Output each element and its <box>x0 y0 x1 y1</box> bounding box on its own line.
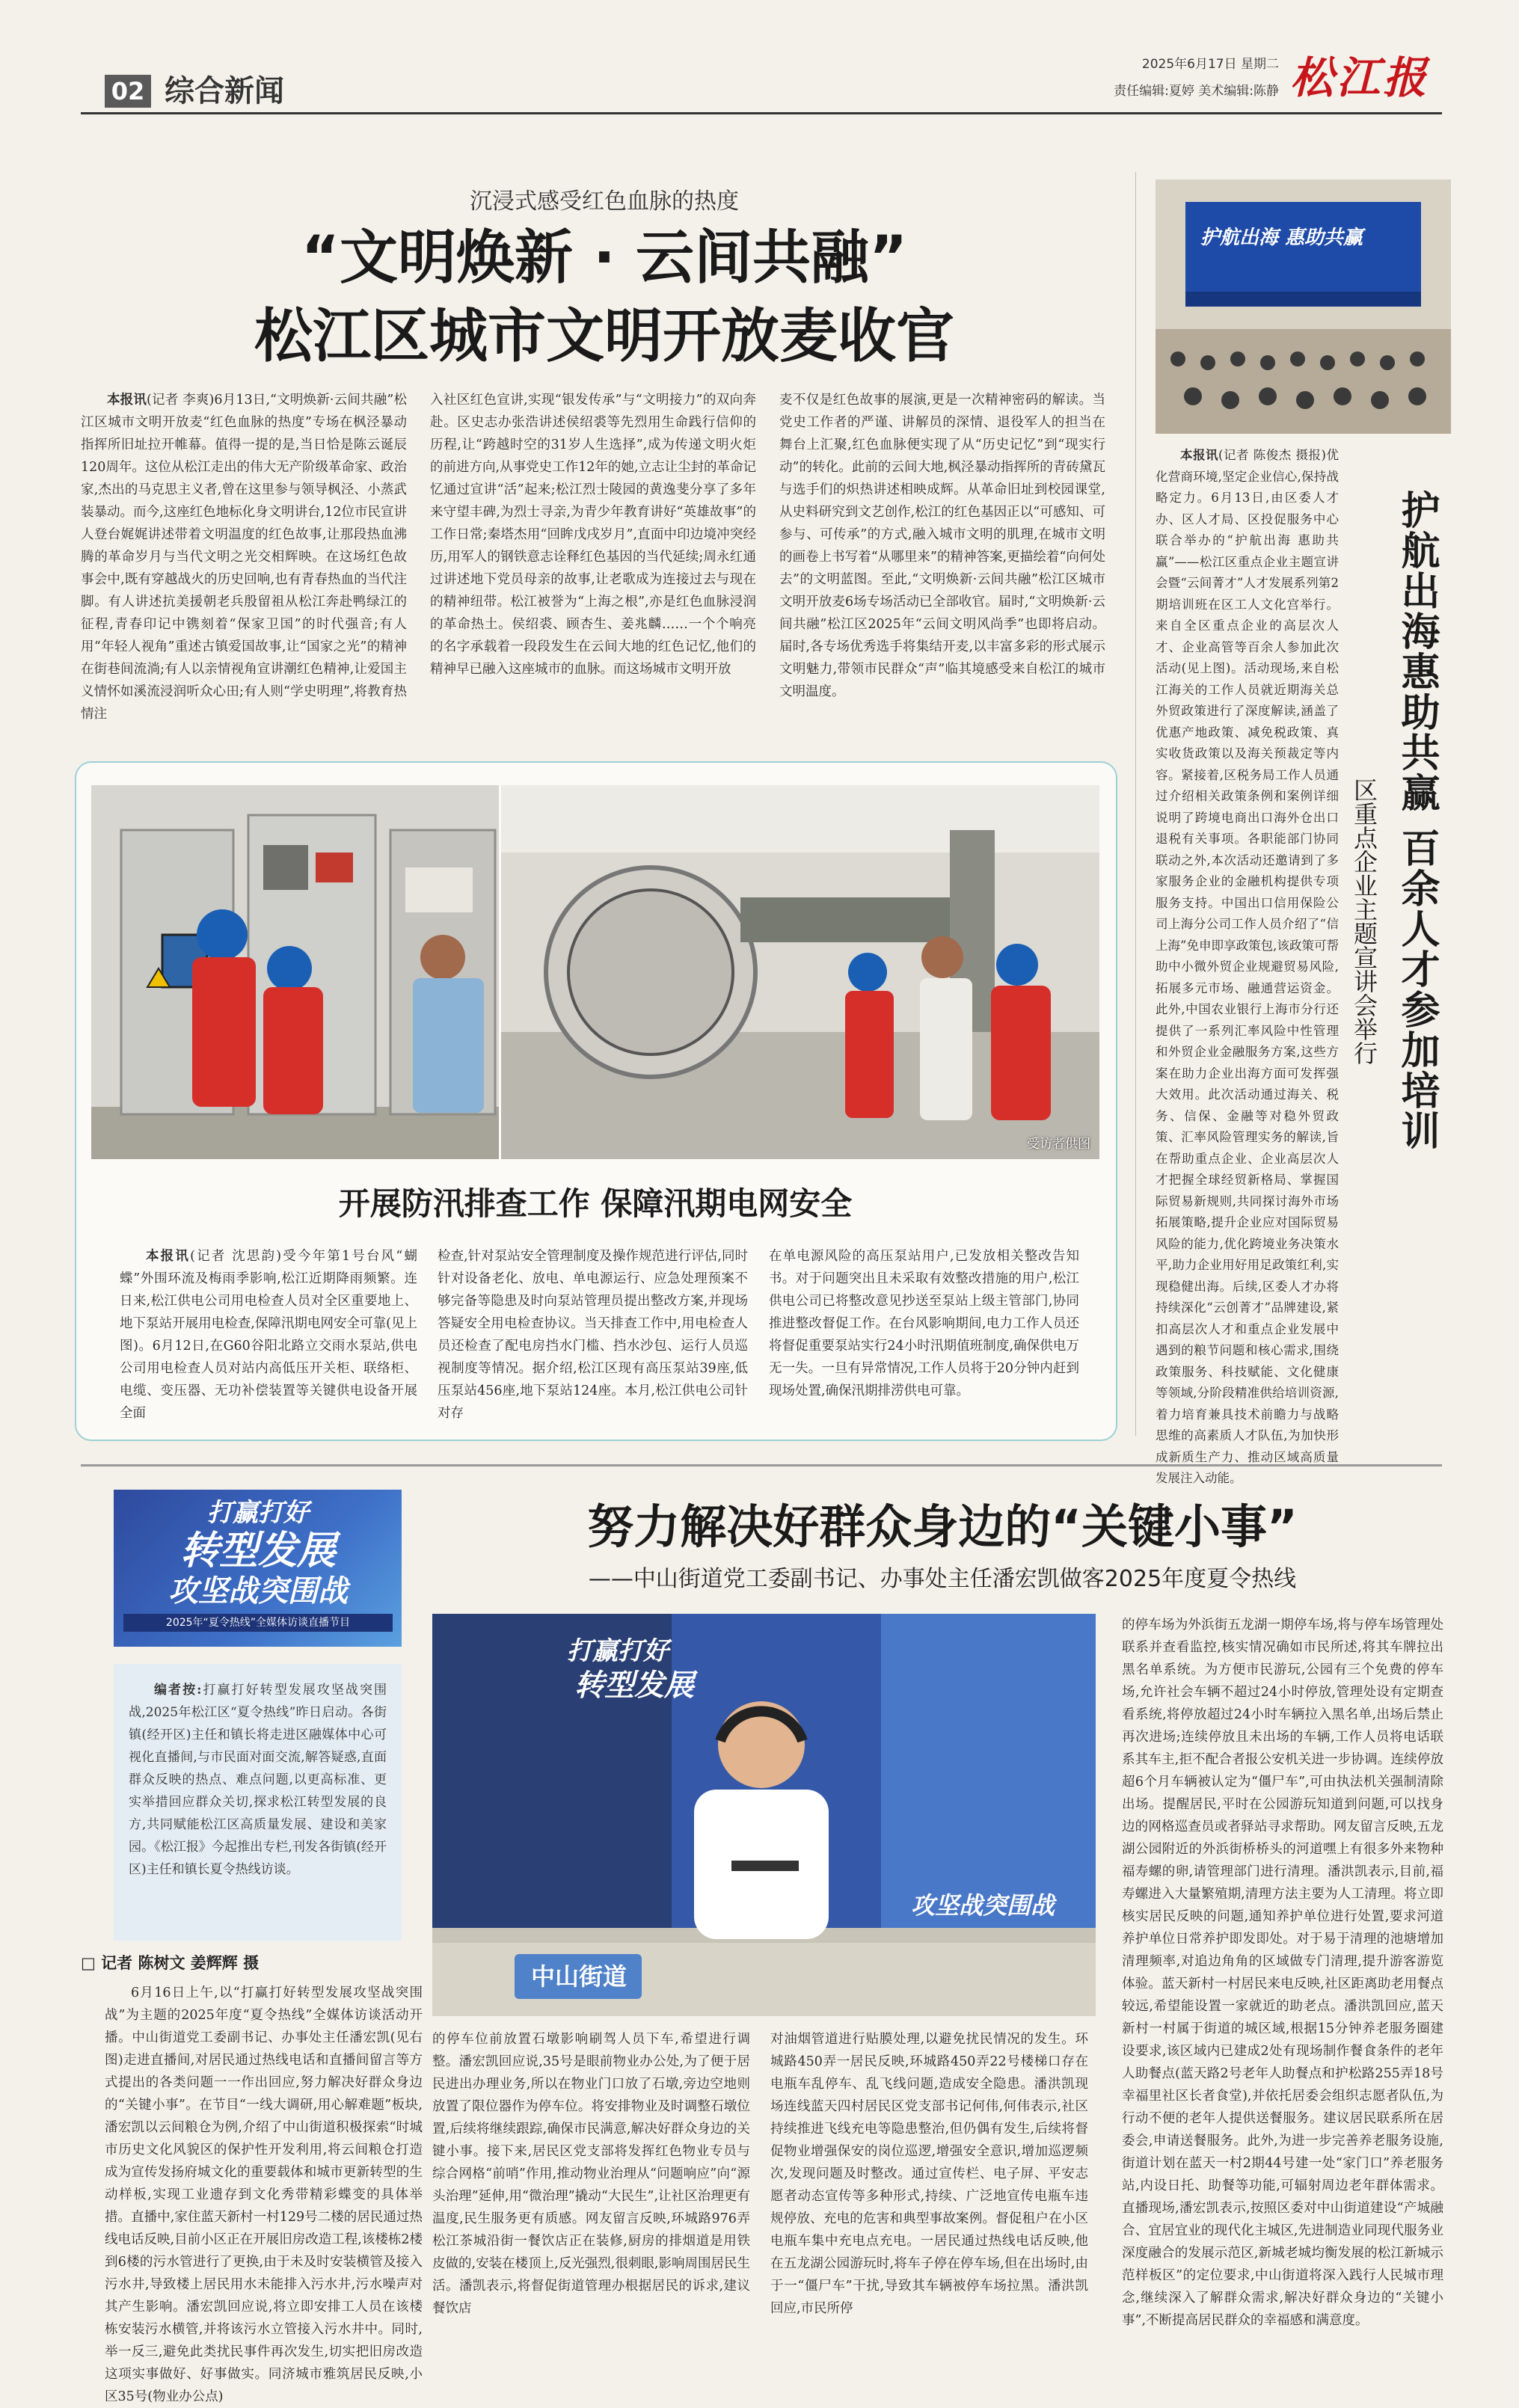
hotline-badge-line3: 攻坚战突围战 <box>168 1574 348 1609</box>
story1-kicker: 沉浸式感受红色血脉的热度 <box>470 188 739 215</box>
editor-note <box>129 1679 387 1881</box>
story2-photo-right <box>501 785 1099 1159</box>
story2-text-3: 在单电源风险的高压泵站用户,已发放相关整改告知书。对于问题突出且未采取有效整改措施的用户,松江供电公司已将整改意见抄送至泵站上级主管部门,协同推进整改督促工作。在台风影响期间,电力工作人员还将督促重要泵站实行24小时汛期值班制度,确保供电万无一失。一旦有异常情况,工作人员将于20分钟内赶到现场处置,确保汛期排涝供电可靠。 <box>769 1249 1079 1398</box>
story4-text-2: 的停车位前放置石墩影响刷驾人员下车,希望进行调整。潘宏凯回应说,35号是眼前物业办公处,为了便于居民进出办理业务,所以在物业门口放了石墩,旁边空地则放置了限位器作为停车位。将安排物业及时调整石墩位置,后续将继续跟踪,确保市民满意,解决好群众身边的关键小事。接下来,居民区党支部将发挥红色物业专员与综合网格“前哨”作用,推动物业治理从“问题响应”向“源头治理”延伸,用“微治理”撬动“大民生”,让社区治理更有温度,民生服务更有质感。网友留言反映,环城路976弄松江茶城沿街一餐饮店正在装修,厨房的排烟道是用铁皮做的,安装在楼顶上,反光强烈,很刺眼,影响周围居民生活。潘凯表示,将督促街道管理办根据居民的诉求,建议餐饮店 <box>432 2032 750 2316</box>
story1-text-3: 麦不仅是红色故事的展演,更是一次精神密码的解读。当党史工作者的严谨、讲解员的深情、退役军人的担当在舞台上汇聚,红色血脉便实现了从“历史记忆”到“现实行动”的转化。此前的云间大地,枫泾暴动指挥所的青砖黛瓦与选手们的炽热讲述相映成辉。从革命旧址到校园课堂,从史料研究到文艺创作,松江的红色基因正以“可感知、可参与、可传承”的方式,融入城市文明的肌理,在城市文明的画卷上书写着“从哪里来”的精神答案,更描绘着“向何处去”的文明蓝图。至此,“文明焕新·云间共融”松江区城市文明开放麦6场专场活动已全部收官。届时,“文明焕新·云间共融”松江区2025年“云间文明风尚季”也即将启动。届时,各专场优秀选手将集结开麦,以丰富多彩的形式展示文明魅力,带领市民群众“声”临其境感受来自松江的城市文明温度。 <box>779 393 1105 699</box>
story4-photo <box>432 1614 1096 2016</box>
story4-text-4: 的停车场为外浜街五龙湖一期停车场,将与停车场管理处联系并查看监控,核实情况确如市民所述,将其车牌拉出黑名单系统。为方便市民游玩,公园有三个免费的停车场,允许社会车辆不超过24小时停放,管理处设有定期查看系统,将停放超过24小时车辆拉入黑名单,出场后禁止再次进场;连续停放且未出场的车辆,工作人员将电话联系其车主,拒不配合者报公安机关进一步协调。连续停放超6个月车辆被认定为“僵尸车”,可由执法机关强制清除出场。提醒居民,平时在公园游玩知道到问题,可以找身边的网格巡查员或者驿站寻求帮助。网友留言反映,五龙湖公园附近的外浜街桥桥头的河道嘿上有很多外来物种福寿螺的卵,请管理部门进行清理。潘洪凯表示,目前,福寿螺进入大量繁殖期,清理方法主要为人工清理。将立即核实居民反映的问题,通知养护单位进行处置,要求河道养护单位日常养护即发即处。对于易于清理的池塘增加清理频率,对追边角角的区域做专门清理,提升游客游览体验。蓝天新村一村居民来电反映,社区距离助老用餐点较远,希望能设置一家就近的助老点。潘洪凯回应,蓝天新村一村属于街道的城区域,根据15分钟养老服务圈建设要求,该区域内已建成2处有现场制作餐食条件的老年人助餐点(蓝天路2号老年人助餐点和护松路255弄18号幸福里社区长者食堂),并依托居委会组织志愿者队伍,为行动不便的老年人提供送餐服务。建议居民联系所在居委会,申请送餐服务。此外,为进一步完善养老服务设施,街道计划在蓝天一村2期44号建一处“家门口”养老服务站,内设日托、助餐等功能,可辐射周边老年群体需求。直播现场,潘宏凯表示,按照区委对中山街道建设“产城融合、宜居宜业的现代化主城区,先进制造业同现代服务业深度融合的发展示范区,新城老城均衡发展的松江新城示范样板区”的定位要求,中山街道将深入践行人民城市理念,继续深入了解群众需求,解决好群众身边的“关键小事”,不断提高居民群众的幸福感和满意度。 <box>1122 1618 1443 2328</box>
story3-title: 护航出海惠助共赢 百余人才参加培训 <box>1394 490 1440 1152</box>
editors-line: 责任编辑:夏婷 美术编辑:陈静 <box>1114 84 1279 99</box>
story1-text-1: 6月13日,“文明焕新·云间共融”松江区城市文明开放麦“红色血脉的热度”专场在枫泾暴动指挥所旧址拉开帷幕。值得一提的是,当日恰是陈云诞辰120周年。这位从松江走出的伟大无产阶级革命家、政治家,杰出的马克思主义者,曾在这里参与领导枫泾、小蒸武装暴动。而今,这座红色地标化身文明讲台,12位市民宣讲人登台娓娓讲述带着文明温度的红色故事,让那段热血沸腾的革命岁月与当代文明之光交相辉映。在这场红色故事会中,既有穿越战火的历史回响,也有青春热血的当代注脚。有人讲述抗美援朝老兵殷留祖从松江奔赴鸭绿江的征程,青春印记中镌刻着“保家卫国”的时代强音;有人用“年轻人视角”重述古镇爱国故事,让“国家之光”的精神在街巷间流淌;有人以亲情视角宣讲潮红色精神,让爱国主义情怀如溪流浸润听众心田;有人则“学史明理”,将教育热情注 <box>81 393 408 722</box>
section-name: 综合新闻 <box>165 73 284 108</box>
story1-title-line2: 松江区城市文明开放麦收官 <box>254 303 954 370</box>
story2-column-1 <box>120 1245 417 1425</box>
story3-text-upper <box>1156 445 1340 1485</box>
issue-date: 2025年6月17日 星期二 <box>1141 57 1279 72</box>
studio-sign: 中山街道 <box>530 1962 627 1991</box>
studio-backdrop-line1: 打赢打好 <box>567 1636 669 1666</box>
substation-scene <box>91 785 499 1159</box>
hotline-badge-line2: 转型发展 <box>179 1529 336 1573</box>
page-number: 02 <box>105 75 151 108</box>
pumping-station-scene <box>501 785 1099 1159</box>
story2-text-2: 检查,针对泵站安全管理制度及操作规范进行评估,同时针对设备老化、放电、单电源运行、应急处理预案不够完备等隐患及时向泵站管理员提出整改方案,并现场答疑安全用电检查协议。当天排查工作中,用电检查人员还检查了配电房挡水门槛、挡水沙包、运行人员巡视制度等情况。据介绍,松江区现有高压泵站39座,低压泵站456座,地下泵站124座。本月,松江供电公司针对存 <box>438 1249 748 1421</box>
story2-column-3 <box>769 1245 1079 1425</box>
story4-text-1: 6月16日上午,以“打赢打好转型发展攻坚战突围战”为主题的2025年度“夏令热线”全媒体访谈活动开播。中山街道党工委副书记、办事处主任潘宏凯(见右图)走进直播间,对居民通过热线电话和直播间留言等方式提出的各类问题一一作出回应,努力解决好群众身边的“关键小事”。在节目“一线大调研,用心解难题”板块,潘宏凯以云间粮仓为例,介绍了中山街道积极探索“时城市历史文化风貌区的保护性开发利用,将云间粮仓打造成为宣传发扬府城文化的重要载体和城市更新转型的生动样板,实现工业遗存到文化秀带精彩蝶变的具体举措。直播中,家住蓝天新村一村129号二楼的居民通过热线电话反映,目前小区正在开展旧房改造工程,该楼栋2楼到6楼的污水管进行了更换,由于未及时安装横管及接入污水井,导致楼上居民用水未能排入污水井,污水噪声对其产生影响。潘宏凯回应说,将立即安排工人员在该楼栋安装污水横管,并将该污水立管接入污水井中。同时,举一反三,避免此类扰民事件再次发生,切实把旧房改造这项实事做好、好事做实。同济城市雅筑居民反映,小区35号(物业办公点) <box>105 1985 423 2404</box>
editor-note-text: 打赢打好转型发展攻坚战突围战,2025年松江区“夏令热线”昨日启动。各街镇(经开区)主任和镇长将走进区融媒体中心可视化直播间,与市民面对面交流,解答疑惑,直面群众反映的热点、难点问题,以更高标准、更实举措回应群众关切,探求松江转型发展的良方,共同赋能松江区高质量发展、建设和美家园。《松江报》今起推出专栏,刊发各街镇(经开区)主任和镇长夏令热线访谈。 <box>129 1683 387 1877</box>
story2-photo-credit: 受访者供图 <box>1027 1137 1090 1152</box>
story1-column-2 <box>430 389 756 748</box>
hotline-badge-sub: 2025年“夏令热线”全媒体访谈直播节目 <box>123 1614 393 1632</box>
masthead <box>0 0 1519 112</box>
studio-backdrop-line3: 攻坚战突围战 <box>911 1891 1055 1920</box>
hotline-badge-line1: 打赢打好 <box>207 1498 309 1528</box>
story2-byline: 本报讯 <box>146 1249 191 1264</box>
story1-column-1 <box>81 389 407 748</box>
story1-text-2: 入社区红色宣讲,实现“银发传承”与“文明接力”的双向奔赴。区史志办张浩讲述侯绍裘等先烈用生命践行信仰的历程,让“跨越时空的31岁人生选择”,成为传递文明火炬的前进方向,从事党史工作12年的她,立志让尘封的革命记忆通过宣讲“活”起来;松江烈士陵园的黄逸斐分享了多年来守望丰碑,为烈士寻亲,为青少年教育讲好“英雄故事”的工作日常;秦塔杰用“回眸戊戌岁月”,直面中印边境冲突经历,用军人的钢铁意志诠释红色基因的当代延续;周永红通过讲述地下党员母亲的故事,让老歌成为连接过去与现在的精神纽带。松江被誉为“上海之根”,亦是红色血脉浸润的革命热土。侯绍裘、顾杏生、姜兆麟……一个个响亮的名字承载着一段段发生在云间大地的红色记忆,他们的精神早已融入这座城市的血脉。而这场城市文明开放 <box>430 393 756 677</box>
story4-column-2 <box>432 2028 750 2316</box>
story4-column-1 <box>105 1982 423 2404</box>
story2-column-2 <box>438 1245 748 1425</box>
story4-subtitle: ——中山街道党工委副书记、办事处主任潘宏凯做客2025年度夏令热线 <box>588 1566 1297 1592</box>
studio-backdrop-line2: 转型发展 <box>574 1668 694 1703</box>
story3-photo-banner: 护航出海 惠助共赢 <box>1200 227 1363 249</box>
story3-photo <box>1156 179 1451 434</box>
story4-column-3 <box>770 2028 1088 2316</box>
story2-photo-left <box>91 785 499 1159</box>
editor-note-label: 编者按: <box>154 1683 202 1698</box>
story2-title: 开展防汛排查工作 保障汛期电网安全 <box>338 1185 853 1222</box>
right-column-divider <box>1135 172 1136 1436</box>
story1-title-line1: “文明焕新 · 云间共融” <box>301 224 908 292</box>
story3-reporter: (记者 陈俊杰 摄报) <box>1218 448 1326 462</box>
newspaper-logo: 松江报 <box>1290 52 1430 103</box>
story2-reporter: (记者 沈思韵) <box>190 1249 282 1264</box>
story3-byline: 本报讯 <box>1180 448 1219 462</box>
story4-title: 努力解决好群众身边的“关键小事” <box>587 1499 1298 1554</box>
story2-text-1: 受今年第1号台风“蝴蝶”外围环流及梅雨季影响,松江近期降雨频繁。连日来,松江供电公司用电检查人员对全区重要地上、地下泵站开展用电检查,保障汛期电网安全可靠(见上图)。6月12日,在G60谷阳北路立交雨水泵站,供电公司用电检查人员对站内高低压开关柜、联络柜、电缆、变压器、无功补偿装置等关键供电设备开展全面 <box>120 1249 418 1421</box>
story1-reporter: (记者 李爽) <box>147 393 215 408</box>
masthead-rule <box>81 112 1442 114</box>
story4-column-4 <box>1122 1614 1443 2328</box>
story3-text: 优化营商环境,坚定企业信心,保持战略定力。6月13日,由区委人才办、区人才局、区投促服务中心联合举办的“护航出海 惠助共赢”——松江区重点企业主题宣讲会暨“云间菁才”人才发展系列第2期培训班在区工人文化宫举行。来自全区重点企业的高层次人才、企业高管等百余人参加此次活动(见上图)。活动现场,来自松江海关的工作人员就近期海关总外贸政策进行了深度解读,涵盖了优惠产地政策、减免税政策、真实收货政策以及海关预裁定等内容。紧接着,区税务局工作人员通过介绍相关政策条例和案例详细说明了跨境电商出口海外仓出口退税有关事项。各职能部门协同联动之外,本次活动还邀请到了多家服务企业的金融机构提供专项服务支持。中国出口信用保险公司上海分公司工作人员介绍了“信上海”免申即享政策包,该政策可帮助中小微外贸企业规避贸易风险,拓展多元市场、融通营运资金。此外,中国农业银行上海市分行还提供了一系列汇率风险中性管理和外贸企业金融服务方案,这些方案在助力企业出海方面可发挥强大效用。此次活动通过海关、税务、信保、金融等对稳外贸政策、汇率风险管理实务的解读,旨在帮助重点企业、企业高层次人才把握全球经贸新格局、掌握国际贸易新规则,共同探讨海外市场拓展策略,提升企业应对国际贸易风险的能力,优化跨境业务决策水平,助力企业用好用足政策红利,实现稳健出海。后续,区委人才办将持续深化“云创菁才”品牌建设,紧扣高层次人才和重点企业发展中遇到的粮节问题和核心需求,围绕政策服务、科技赋能、文化健康等领域,分阶段精准供给培训资源,着力培育兼具技术前瞻力与战略思维的高素质人才队伍,为加快形成新质生产力、推动区域高质量发展注入动能。 <box>1156 448 1340 1485</box>
seminar-scene <box>1156 179 1451 434</box>
story1-column-3 <box>779 389 1105 748</box>
story1-byline: 本报讯 <box>107 393 147 408</box>
story4-text-3: 对油烟管道进行贴膜处理,以避免扰民情况的发生。环城路450弄一居民反映,环城路450弄22号楼梯口存在电瓶车乱停车、乱飞线问题,造成安全隐患。潘洪凯现场连线蓝天四村居民区党支部书记何伟,何伟表示,社区持续推进飞线充电等隐患整治,但仍偶有发生,后续将督促物业增强保安的岗位巡逻,增强安全意识,增加巡逻频次,发现问题及时整改。通过宣传栏、电子屏、平安志愿者动态宣传等多种形式,持续、广泛地宣传电瓶车违规停放、充电的危害和典型事故案例。督促租户在小区电瓶车集中充电点充电。一居民通过热线电话反映,他在五龙湖公园游玩时,将车子停在停车场,但在出场时,由于一“僵尸车”干扰,导致其车辆被停车场拉黑。潘洪凯回应,市民所停 <box>770 2032 1088 2316</box>
story4-reporters: □ 记者 陈树文 姜辉辉 摄 <box>81 1954 260 1972</box>
section-rule <box>81 1464 1442 1466</box>
studio-scene <box>432 1614 1096 2016</box>
story3-subtitle: 区重点企业主题宣讲会举行 <box>1350 778 1378 1065</box>
